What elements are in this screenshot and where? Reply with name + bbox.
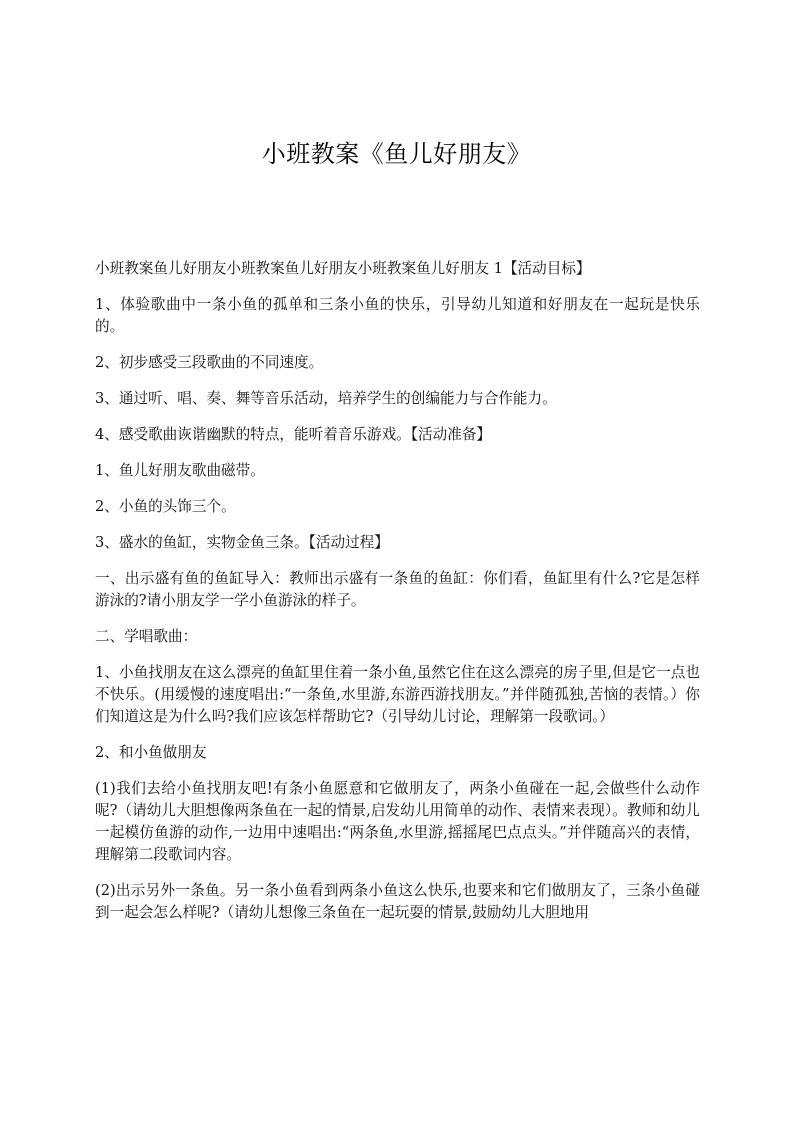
paragraph-find-friend: 1、小鱼找朋友在这么漂亮的鱼缸里住着一条小鱼,虽然它住在这么漂亮的房子里,但是它一点也不快乐。(用缓慢的速度唱出:“一条鱼,水里游,东游西游找朋友。”并伴随孤独,苦恼的表情。）你们知道这是为什么吗?我们应该怎样帮助它?（引导幼儿讨论，理解第一段歌词。） — [95, 664, 700, 725]
document-title: 小班教案《鱼儿好朋友》 — [261, 140, 532, 168]
document-body — [95, 258, 700, 938]
paragraph-goal-2: 2、初步感受三段歌曲的不同速度。 — [95, 354, 324, 371]
paragraph-goal-3: 3、通过听、唱、奏、舞等音乐活动，培养学生的创编能力与合作能力。 — [95, 390, 557, 407]
paragraph-prep-2: 2、小鱼的头饰三个。 — [95, 498, 236, 515]
paragraph-step-2: (2)出示另外一条鱼。另一条小鱼看到两条小鱼这么快乐,也要来和它们做朋友了，三条小鱼碰到一起会怎么样呢?（请幼儿想像三条鱼在一起玩耍的情景,鼓励幼儿大胆地用 — [95, 882, 700, 921]
paragraph-process-2: 二、学唱歌曲： — [95, 628, 198, 645]
paragraph-make-friend: 2、和小鱼做朋友 — [95, 744, 207, 761]
paragraph-process-1: 一、出示盛有鱼的鱼缸导入：教师出示盛有一条鱼的鱼缸：你们看，鱼缸里有什么?它是怎样游泳的?请小朋友学一学小鱼游泳的样子。 — [95, 570, 700, 609]
paragraph-goal-1: 1、体验歌曲中一条小鱼的孤单和三条小鱼的快乐，引导幼儿知道和好朋友在一起玩是快乐的。 — [95, 296, 700, 335]
paragraph-prep-1: 1、鱼儿好朋友歌曲磁带。 — [95, 462, 265, 479]
paragraph-step-1: (1)我们去给小鱼找朋友吧!有条小鱼愿意和它做朋友了，两条小鱼碰在一起,会做些什么动作呢?（请幼儿大胆想像两条鱼在一起的情景,启发幼儿用简单的动作、表情来表现）。教师和幼儿一起模仿鱼游的动作,一边用中速唱出:“两条鱼,水里游,摇摇尾巴点点头。”并伴随高兴的表情，理解第二段歌词内容。 — [95, 780, 700, 863]
paragraph-prep-3: 3、盛水的鱼缸，实物金鱼三条。【活动过程】 — [95, 534, 389, 551]
paragraph-intro: 小班教案鱼儿好朋友小班教案鱼儿好朋友小班教案鱼儿好朋友 1【活动目标】 — [95, 260, 591, 277]
paragraph-goal-4: 4、感受歌曲诙谐幽默的特点，能听着音乐游戏。【活动准备】 — [95, 426, 492, 443]
